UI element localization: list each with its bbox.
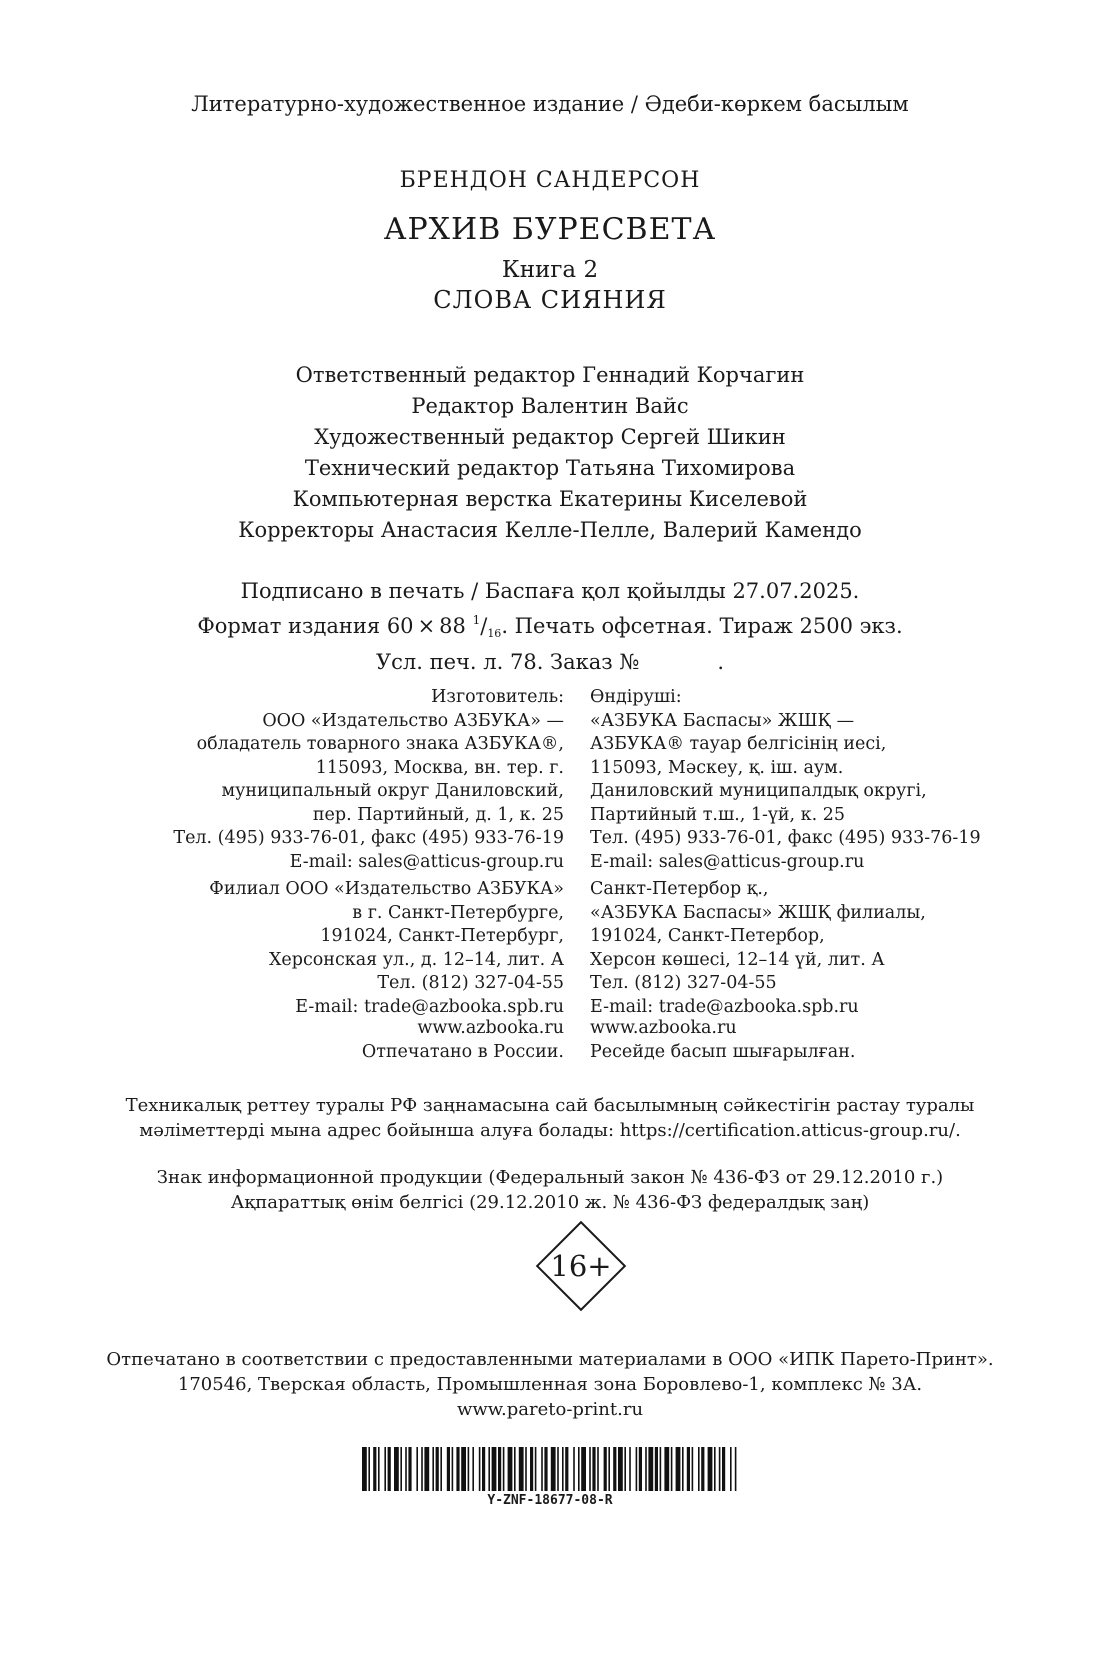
printer-info [0,1347,1100,1422]
printed-in-note: Отпечатано в России. [361,1041,564,1062]
barcode-bar [565,1447,568,1491]
list-item: Отпечатано в соответствии с предоставленными материалами в ООО «ИПК Парето-Принт». [106,1349,994,1370]
manufacturer-kz [590,686,981,874]
list-item: в г. Санкт-Петербурге, [352,902,564,923]
barcode-bar [636,1447,638,1491]
barcode-bar [378,1447,380,1491]
barcode-bar [408,1447,411,1491]
list-item: Даниловский муниципалдық округі, [590,781,927,801]
edition-type: Литературно-художественное издание / Әдеби-көркем басылым [191,92,909,116]
age-rating-badge [535,1220,627,1312]
credit-line: Редактор Валентин Вайс [411,394,689,418]
list-item: Тел. (495) 933-76-01, факс (495) 933-76-19 [590,828,981,848]
list-item: Өндіруші: [590,687,682,707]
barcode-bar [400,1447,402,1491]
list-item: ООО «Издательство АЗБУКА» — [262,710,564,731]
list-item: 191024, Санкт-Петербор, [590,926,825,946]
barcode-bar [613,1447,616,1491]
barcode-bar [608,1447,610,1491]
list-item: «АЗБУКА Баспасы» ЖШҚ — [590,710,855,731]
order-suffix: . [717,650,724,674]
barcode-bar [592,1447,595,1491]
signed-date: Подписано в печать / Баспаға қол қойылды 27.07.2025. [240,579,860,603]
barcode-bar [664,1447,669,1491]
barcode-bar [682,1447,684,1491]
list-item: Партийный т.ш., 1-үй, к. 25 [590,804,845,825]
list-item: E-mail: trade@azbooka.spb.ru [590,996,859,1017]
list-item: E-mail: sales@atticus-group.ru [590,851,865,872]
series-title: АРХИВ БУРЕСВЕТА [383,212,717,247]
format-88: 88 [439,614,466,638]
list-item: мәліметтерді мына адрес бойынша алуға болады: https://certification.atticus-group.ru/. [139,1120,961,1141]
list-item: обладатель товарного знака АЗБУКА®, [196,734,564,754]
list-item: 115093, Москва, вн. тер. г. [315,757,564,778]
age-rating-text: 16+ [550,1249,612,1283]
barcode-bar [514,1447,516,1491]
barcode-bar [461,1447,466,1491]
barcode-bar [373,1447,376,1491]
barcode-bar [639,1447,642,1491]
barcode-bar [735,1447,737,1491]
barcode-bar [488,1447,490,1491]
list-item: 115093, Мәскеу, қ. іш. аум. [590,757,844,778]
print-info-block [0,577,1100,677]
barcode-bar [525,1447,527,1491]
barcode-bar [573,1447,575,1491]
barcode-bar [581,1447,586,1491]
barcode-bar [405,1447,407,1491]
barcode-bar [456,1447,459,1491]
barcode-bar [551,1447,556,1491]
barcode-bar [692,1447,694,1491]
barcode-bar [618,1447,623,1491]
order-prefix: Усл. печ. л. 78. Заказ № [376,650,640,674]
list-item: «АЗБУКА Баспасы» ЖШҚ филиалы, [590,902,926,923]
barcode-bar [701,1447,704,1491]
author-name: БРЕНДОН САНДЕРСОН [399,168,701,193]
barcode-bar [708,1447,713,1491]
credit-line: Компьютерная верстка Екатерины Киселевой [292,487,808,511]
barcode-bar [519,1447,524,1491]
barcode-bar [719,1447,721,1491]
barcode-bar [362,1447,367,1491]
barcode-bar [421,1447,423,1491]
barcode-bar [597,1447,599,1491]
barcode-bar [394,1447,399,1491]
barcode-image [362,1447,738,1491]
format-line [0,606,1100,648]
barcode-bar [440,1447,442,1491]
credit-line: Технический редактор Татьяна Тихомирова [304,456,796,480]
barcode-bar [629,1447,631,1491]
website-link: www.azbooka.ru [417,1018,564,1038]
fraction-denominator: 16 [487,627,502,640]
barcode-bar [698,1447,700,1491]
barcode-bar [671,1447,673,1491]
list-item: Ақпараттық өнім белгісі (29.12.2010 ж. № 436-ФЗ федералдық заң) [230,1192,870,1213]
barcode-bar [660,1447,662,1491]
list-item: Тел. (812) 327-04-55 [590,973,777,993]
website-link: www.azbooka.ru [590,1018,737,1038]
format-prefix: Формат издания 60 [197,614,414,638]
list-item: Херсон көшесі, 12–14 үй, лит. А [590,949,885,970]
barcode-bar [447,1447,450,1491]
credit-line: Ответственный редактор Геннадий Корчагин [295,363,805,387]
barcode-bar [714,1447,716,1491]
credit-line: Корректоры Анастасия Келле-Пелле, Валерий Камендо [238,518,862,542]
barcode-bar [530,1447,533,1491]
barcode-bar [535,1447,537,1491]
list-item: Херсонская ул., д. 12–14, лит. А [268,949,564,970]
barcode-bar [589,1447,591,1491]
barcode-bar [604,1447,607,1491]
barcode-bar [492,1447,497,1491]
list-item: Тел. (495) 933-76-01, факс (495) 933-76-19 [173,828,564,848]
order-line [0,648,1100,677]
list-item: Изготовитель: [431,687,564,707]
barcode-bar [624,1447,626,1491]
barcode-bar [508,1447,513,1491]
barcode-bar [648,1447,653,1491]
info-product-sign [0,1165,1100,1215]
barcode-bar [472,1447,474,1491]
credit-line: Художественный редактор Сергей Шикин [314,425,786,449]
barcode-bar [368,1447,370,1491]
barcode-bar [687,1447,690,1491]
credits-block [0,360,1100,546]
list-item: 170546, Тверская область, Промышленная зона Боровлево-1, комплекс № 3А. [177,1374,923,1395]
barcode-bar [436,1447,439,1491]
barcode-bar [722,1447,725,1491]
barcode-bar [645,1447,647,1491]
barcode-bar [482,1447,485,1491]
barcode-bar [424,1447,429,1491]
barcode-bar [676,1447,681,1491]
list-item: пер. Партийный, д. 1, к. 25 [312,804,564,825]
barcode-bar [388,1447,391,1491]
format-suffix: . Печать офсетная. Тираж 2500 экз. [501,614,903,638]
manufacturer-ru [173,686,564,874]
barcode-bar [655,1447,658,1491]
book-title: СЛОВА СИЯНИЯ [433,286,667,314]
tech-regulation-note [0,1093,1100,1143]
barcode-bar [468,1447,470,1491]
list-item: www.pareto-print.ru [456,1399,644,1420]
list-item: Тел. (812) 327-04-55 [377,973,564,993]
list-item: Санкт-Петербор қ., [590,879,769,899]
book-number: Книга 2 [501,257,599,283]
barcode-bar [562,1447,564,1491]
list-item: Техникалық реттеу туралы РФ заңнамасына сай басылымның сәйкестігін растау туралы [125,1095,975,1116]
list-item: АЗБУКА® тауар белгісінің иесі, [590,734,887,754]
list-item: E-mail: sales@atticus-group.ru [289,851,564,872]
barcode-bar [557,1447,559,1491]
list-item: Филиал ООО «Издательство АЗБУКА» [209,879,564,899]
list-item: E-mail: trade@azbooka.spb.ru [295,996,564,1017]
branch-ru [209,878,564,1019]
branch-kz [590,878,926,1019]
barcode-bar [730,1447,732,1491]
barcode-bar [432,1447,434,1491]
web-kz [590,1017,855,1064]
barcode-bar [384,1447,386,1491]
barcode-bar [452,1447,454,1491]
barcode-bar [479,1447,481,1491]
barcode-label: Y-ZNF-18677-08-R [487,1493,613,1508]
barcode-bar [503,1447,505,1491]
list-item: 191024, Санкт-Петербург, [320,926,564,946]
barcode-bar [578,1447,580,1491]
barcode-bar [541,1447,543,1491]
barcode-bar [416,1447,418,1491]
list-item: Знак информационной продукции (Федеральный закон № 436-ФЗ от 29.12.2010 г.) [156,1167,944,1188]
times-sign: × [417,614,436,638]
barcode-bar [498,1447,501,1491]
barcode-bar [544,1447,547,1491]
printed-in-note: Ресейде басып шығарылған. [590,1041,856,1062]
fraction-slash: / [480,614,488,638]
list-item: муниципальный округ Даниловский, [221,781,564,801]
web-ru [362,1017,564,1064]
fraction-numerator: 1 [472,613,481,627]
